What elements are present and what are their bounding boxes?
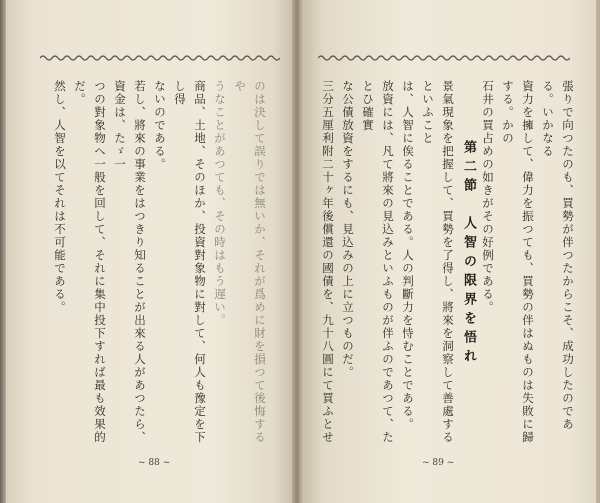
page-number-left: ~ 88 ~ xyxy=(138,458,171,468)
left-page-body xyxy=(52,80,270,445)
text-line: な公債放資をするにも、見込みの上に立つものだ。 xyxy=(341,80,355,379)
text-line: のは決して誤りでは無いか、それが爲めに財を損つて後悔するや xyxy=(233,80,267,444)
header-ornament-left xyxy=(40,54,280,62)
text-line: 三分五厘利附二十ヶ年後償還の國債を、九十八圓にて買ふとせ xyxy=(321,80,335,444)
text-line: ないのである。 xyxy=(153,80,167,171)
book-gutter xyxy=(292,0,304,503)
text-line: 張りで向つたのも、買勢が伴つたからこそ、成功したのである。いかなる xyxy=(541,80,575,431)
section-heading: 第二節 人智の限界を悟れ xyxy=(461,140,476,368)
text-line: 放資には、凡て將來の見込みといふものが伴ふのであつて、たとひ確實 xyxy=(361,80,395,444)
text-line: 然し、人智を以てそれは不可能である。 xyxy=(53,80,67,314)
page-number-right: ~ 89 ~ xyxy=(422,458,455,468)
text-line: 若し、將來の事業をはつきり知ることが出來る人があつたら、資金は、たゞ一 xyxy=(113,80,147,444)
header-ornament-right xyxy=(318,54,570,62)
text-line: 景氣現象を把握して、買勢を了得し、將來を洞察して善處するといふこと xyxy=(421,80,455,444)
text-line: は、人智に俟ることである。人の判斷力を恃むことである。 xyxy=(401,80,415,431)
text-line: 石井の買占めの如きがその好例である。 xyxy=(481,80,495,314)
text-line: つの對象物へ一般を回して、それに集中投下すれば最も效果的だ。 xyxy=(73,80,107,444)
text-line: 資力を擁して、偉力を振つても、買勢の伴はぬものは失敗に歸する。かの xyxy=(501,80,535,444)
text-line: 商品、土地、そのほか、投資對象物に對して、何人も豫定を下し得 xyxy=(173,80,207,444)
right-page-body xyxy=(316,80,578,445)
text-line: うなことがあつても、その時はもう遅い。 xyxy=(213,80,227,327)
